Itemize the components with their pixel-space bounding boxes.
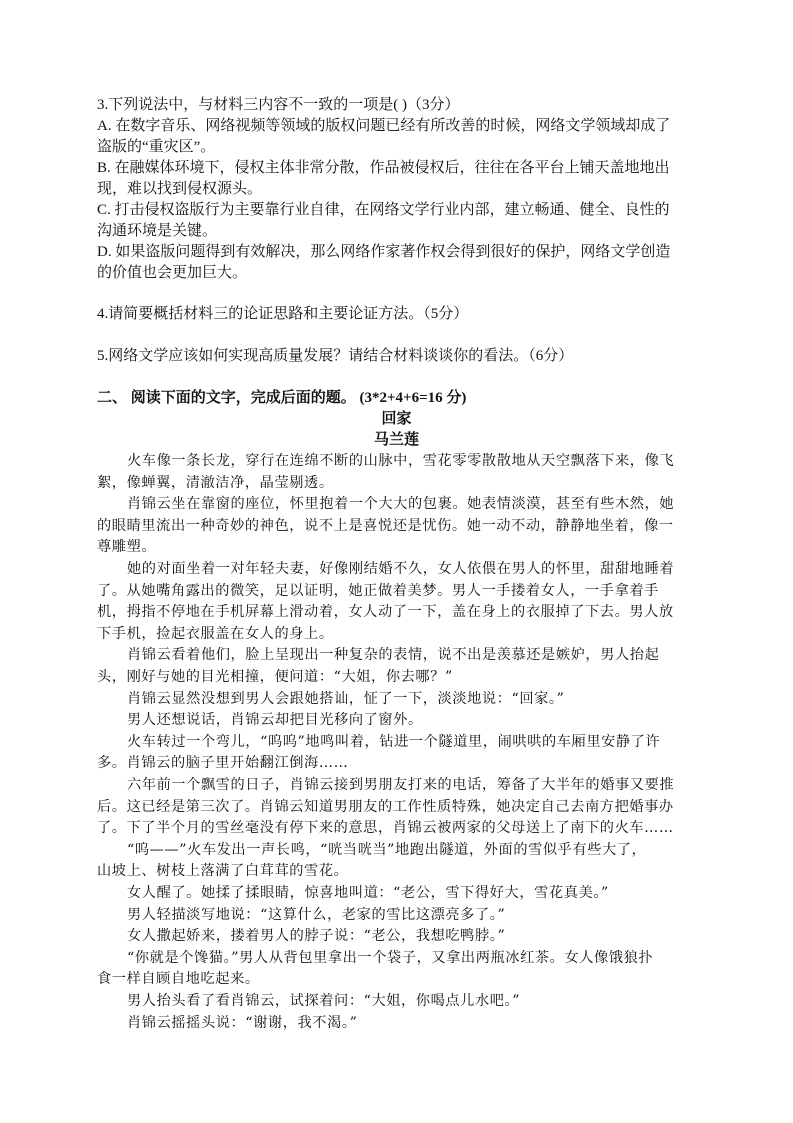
story-line: 火车像一条长龙，穿行在连绵不断的山脉中，雪花零零散散地从天空飘落下来，像飞 xyxy=(127,453,675,469)
story-line: 男人还想说话，肖锦云却把目光移向了窗外。 xyxy=(127,712,423,729)
story-line: 食一样自顾自地吃起来。 xyxy=(97,971,260,988)
story-line: 后。这已经是第三次了。肖锦云知道男朋友的工作性质特殊，她决定自己去南方把婚事办 xyxy=(97,798,674,815)
story-line: 多。肖锦云的脑子里开始翻江倒海…… xyxy=(97,755,349,772)
question-4: 4.请简要概括材料三的论证思路和主要论证方法。（5分） xyxy=(97,306,469,322)
story-line: 下手机，捡起衣服盖在女人的身上。 xyxy=(97,625,334,642)
option-b-line-2: 现，难以找到侵权源头。 xyxy=(97,181,263,197)
story-line: 的眼睛里流出一种奇妙的神色，说不上是喜悦还是忧伤。她一动不动，静静地坐着，像一 xyxy=(97,517,674,534)
story-line: 山坡上、树枝上落满了白茸茸的雪花。 xyxy=(97,863,349,880)
story-line: 男人抬头看了看肖锦云，试探着问：“大姐，你喝点儿水吧。” xyxy=(127,993,521,1009)
story-line: 絮，像蝉翼，清澈洁净，晶莹剔透。 xyxy=(97,474,334,491)
story-line: 六年前一个飘雪的日子，肖锦云接到男朋友打来的电话，筹备了大半年的婚事又要推 xyxy=(127,777,675,793)
story-line: 了。下了半个月的雪丝毫没有停下来的意思，肖锦云被两家的父母送上了南下的火车…… xyxy=(97,820,674,837)
story-line: 肖锦云看着他们，脸上呈现出一种复杂的表情，说不出是羡慕还是嫉妒，男人抬起 xyxy=(127,647,660,664)
option-c-line-2: 沟通环境是关键。 xyxy=(97,223,218,239)
question-5: 5.网络文学应该如何实现高质量发展？请结合材料谈谈你的看法。（6分） xyxy=(97,348,574,364)
story-line: 女人醒了。她揉了揉眼睛，惊喜地叫道：“老公，雪下得好大，雪花真美。” xyxy=(127,885,609,901)
option-c-line-1: C. 打击侵权盗版行为主要靠行业自律，在网络文学行业内部，建立畅通、健全、良性的 xyxy=(97,202,670,218)
story-line: 她的对面坐着一对年轻夫妻，好像刚结婚不久，女人依偎在男人的怀里，甜甜地睡着 xyxy=(127,561,675,577)
story-line: 女人撒起娇来，搂着男人的脖子说：“老公，我想吃鸭脖。” xyxy=(127,928,506,945)
story-line: “你就是个馋猫。”男人从背包里拿出一个袋子，又拿出两瓶冰红茶。女人像饿狼扑 xyxy=(127,949,654,966)
story-line: 尊雕塑。 xyxy=(97,539,157,556)
option-a-line-2: 盗版的“重灾区”。 xyxy=(97,139,216,155)
option-b-line-1: B. 在融媒体环境下，侵权主体非常分散，作品被侵权后，往往在各平台上铺天盖地地出 xyxy=(97,160,670,176)
story-line: 机，拇指不停地在手机屏幕上滑动着，女人动了一下，盖在身上的衣服掉了下去。男人放 xyxy=(97,604,674,621)
option-d-line-2: 的价值也会更加巨大。 xyxy=(97,265,248,281)
option-a-line-1: A. 在数字音乐、网络视频等领域的版权问题已经有所改善的时候，网络文学领域却成了 xyxy=(97,118,671,134)
story-line: 肖锦云显然没想到男人会跟她搭讪，怔了一下，淡淡地说：“回家。” xyxy=(127,690,565,707)
story-line: 肖锦云摇摇头说：“谢谢，我不渴。” xyxy=(127,1014,358,1031)
story-line: 男人轻描淡写地说：“这算什么，老家的雪比这漂亮多了。” xyxy=(127,906,506,923)
story-line: “呜——”火车发出一声长鸣，“咣当咣当”地跑出隧道，外面的雪似乎有些大了， xyxy=(127,841,647,858)
question-3-stem: 3.下列说法中，与材料三内容不一致的一项是( )（3分） xyxy=(97,97,460,113)
section-2-heading: 二、 阅读下面的文字，完成后面的题。 (3*2+4+6=16 分) xyxy=(97,390,467,406)
story-line: 肖锦云坐在靠窗的座位，怀里抱着一个大大的包裹。她表情淡漠，甚至有些木然，她 xyxy=(127,496,675,513)
story-line: 头，刚好与她的目光相撞，便问道：“大姐，你去哪？” xyxy=(97,669,453,685)
option-d-line-1: D. 如果盗版问题得到有效解决，那么网络作家著作权会得到很好的保护，网络文学创造 xyxy=(97,244,671,260)
story-author: 马兰莲 xyxy=(373,432,419,448)
story-line: 了。从她嘴角露出的微笑，足以证明，她正做着美梦。男人一手搂着女人，一手拿着手 xyxy=(97,582,659,599)
story-line: 火车转过一个弯儿，“呜呜”地鸣叫着，钻进一个隧道里，闹哄哄的车厢里安静了许 xyxy=(127,733,661,750)
story-title: 回家 xyxy=(381,411,412,427)
